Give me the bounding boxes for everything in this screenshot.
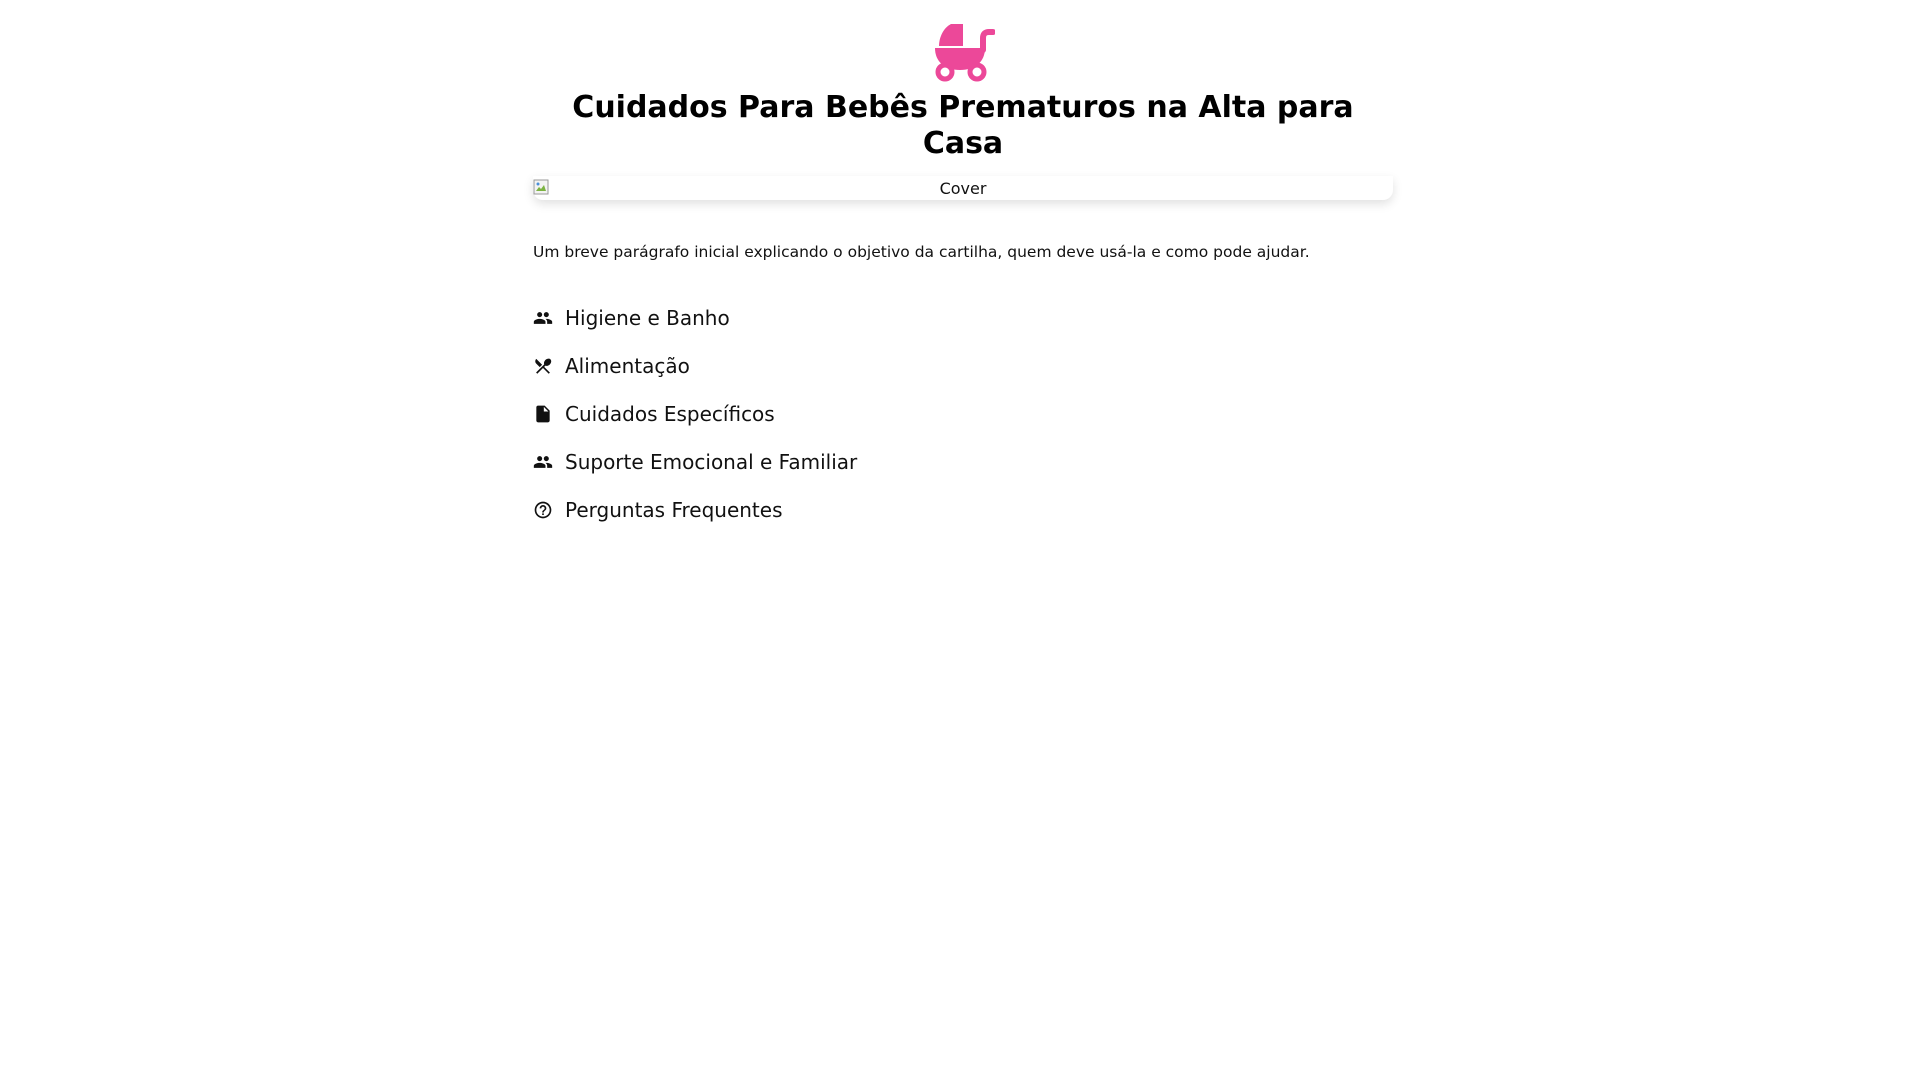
cover-image bbox=[533, 176, 1393, 200]
people-icon bbox=[533, 308, 553, 328]
utensils-icon bbox=[533, 356, 553, 376]
toc-item-label: Suporte Emocional e Familiar bbox=[565, 450, 858, 474]
page-title: Cuidados Para Bebês Prematuros na Alta para Casa bbox=[572, 90, 1354, 161]
baby-carriage-icon bbox=[931, 18, 995, 82]
content-container bbox=[533, 0, 1393, 534]
cover-alt-text: Cover bbox=[939, 178, 987, 198]
toc-item-suporte[interactable] bbox=[533, 438, 1393, 486]
logo bbox=[533, 0, 1393, 84]
toc-item-label: Cuidados Específicos bbox=[565, 402, 775, 426]
broken-image-icon bbox=[533, 179, 549, 195]
toc-item-alimentacao[interactable] bbox=[533, 342, 1393, 390]
toc-item-higiene[interactable] bbox=[533, 294, 1393, 342]
toc-item-cuidados[interactable] bbox=[533, 390, 1393, 438]
toc-item-label: Perguntas Frequentes bbox=[565, 498, 783, 522]
help-circle-icon bbox=[533, 500, 553, 520]
intro-paragraph: Um breve parágrafo inicial explicando o objetivo da cartilha, quem deve usá-la e como pode ajudar. bbox=[533, 243, 1310, 261]
toc-item-label: Alimentação bbox=[565, 354, 690, 378]
table-of-contents bbox=[533, 294, 1393, 534]
toc-item-label: Higiene e Banho bbox=[565, 306, 730, 330]
people-icon bbox=[533, 452, 553, 472]
toc-item-perguntas[interactable] bbox=[533, 486, 1393, 534]
document-icon bbox=[533, 404, 553, 424]
